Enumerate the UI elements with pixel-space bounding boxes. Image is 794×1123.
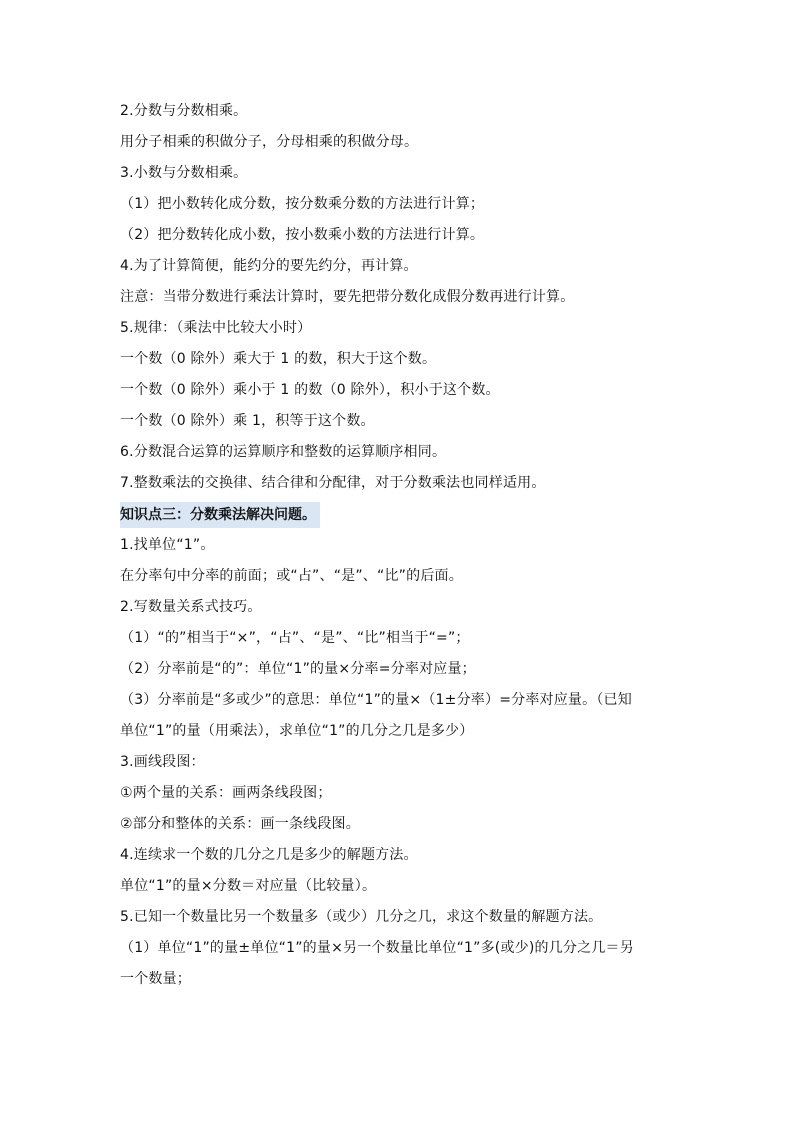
section-heading: 知识点三：分数乘法解决问题。 — [120, 502, 320, 528]
text-line: 2.分数与分数相乘。 — [120, 103, 248, 119]
text-line: 单位“1”的量（用乘法），求单位“1”的几分之几是多少） — [120, 723, 474, 739]
text-line: 单位“1”的量×分数＝对应量（比较量）。 — [120, 878, 377, 894]
document-body — [120, 96, 680, 995]
text-line: （2）把分数转化成小数，按小数乘小数的方法进行计算。 — [120, 227, 485, 243]
text-line: ②部分和整体的关系：画一条线段图。 — [120, 816, 360, 832]
text-line: 用分子相乘的积做分子，分母相乘的积做分母。 — [120, 134, 419, 150]
text-line: 4.为了计算简便，能约分的要先约分，再计算。 — [120, 258, 418, 274]
text-line: 6.分数混合运算的运算顺序和整数的运算顺序相同。 — [120, 444, 447, 460]
text-line: 一个数（0 除外）乘小于 1 的数（0 除外），积小于这个数。 — [120, 382, 500, 398]
text-line: 一个数量； — [120, 971, 191, 987]
text-line: （1）“的”相当于“×”，“占”、“是”、“比”相当于“=”； — [120, 630, 470, 646]
text-line: 3.小数与分数相乘。 — [120, 165, 248, 181]
text-line: 7.整数乘法的交换律、结合律和分配律，对于分数乘法也同样适用。 — [120, 475, 546, 491]
text-line: 2.写数量关系式技巧。 — [120, 599, 262, 615]
text-line: （3）分率前是“多或少”的意思：单位“1”的量×（1±分率）=分率对应量。（已知 — [120, 692, 632, 708]
text-line: 在分率句中分率的前面；或“占”、“是”、“比”的后面。 — [120, 568, 463, 584]
text-line: 一个数（0 除外）乘大于 1 的数，积大于这个数。 — [120, 351, 437, 367]
text-line: 3.画线段图： — [120, 754, 205, 770]
text-line: （1）把小数转化成分数，按分数乘分数的方法进行计算； — [120, 196, 485, 212]
text-line: ①两个量的关系：画两条线段图； — [120, 785, 332, 801]
section-heading-row — [120, 499, 680, 530]
text-line: 1.找单位“1”。 — [120, 537, 215, 553]
text-line: 5.已知一个数量比另一个数量多（或少）几分之几，求这个数量的解题方法。 — [120, 909, 603, 925]
text-line: 5.规律：（乘法中比较大小时） — [120, 320, 312, 336]
text-line: 一个数（0 除外）乘 1，积等于这个数。 — [120, 413, 375, 429]
text-line: （1）单位“1”的量±单位“1”的量×另一个数量比单位“1”多(或少)的几分之几＝另 — [120, 940, 634, 956]
text-line: 注意：当带分数进行乘法计算时，要先把带分数化成假分数再进行计算。 — [120, 289, 575, 305]
text-line: （2）分率前是“的”：单位“1”的量×分率=分率对应量； — [120, 661, 476, 677]
text-line: 4.连续求一个数的几分之几是多少的解题方法。 — [120, 847, 418, 863]
